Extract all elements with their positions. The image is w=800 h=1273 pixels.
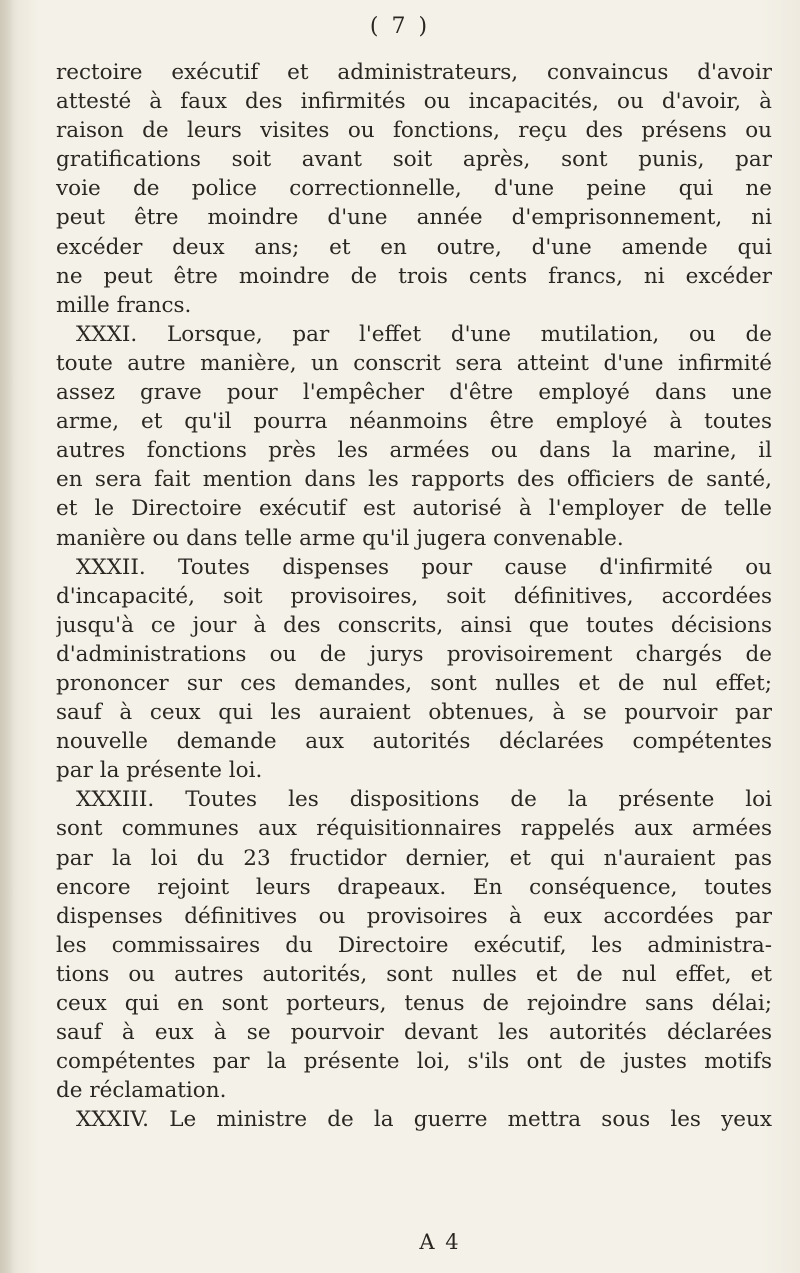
body-text (56, 58, 772, 1134)
text-line: mille francs. (56, 292, 192, 318)
text-line: autres fonctions près les armées ou dans la marine, il (56, 438, 772, 464)
text-line: arme, et qu'il pourra néanmoins être employé à toutes (56, 409, 772, 435)
text-line: attesté à faux des infirmités ou incapacités, ou d'avoir, à (56, 89, 772, 115)
text-line: encore rejoint leurs drapeaux. En conséquence, toutes (56, 874, 772, 900)
text-line: sont communes aux réquisitionnaires rappelés aux armées (56, 816, 772, 842)
page-number-header: ( 7 ) (369, 14, 431, 39)
text-line: XXXII. Toutes dispenses pour cause d'infirmité ou (76, 554, 772, 580)
text-line: par la loi du 23 fructidor dernier, et qui n'auraient pas (56, 845, 772, 871)
text-line: excéder deux ans; et en outre, d'une amende qui (56, 234, 772, 260)
text-line: d'incapacité, soit provisoires, soit définitives, accordées (56, 583, 772, 609)
text-line: en sera fait mention dans les rapports des officiers de santé, (56, 467, 772, 493)
text-line: rectoire exécutif et administrateurs, convaincus d'avoir (56, 60, 772, 85)
text-line: gratifications soit avant soit après, sont punis, par (56, 147, 772, 173)
text-line: prononcer sur ces demandes, sont nulles et de nul effet; (56, 670, 772, 696)
text-line: voie de police correctionnelle, d'une peine qui ne (56, 176, 772, 202)
text-line: XXXIII. Toutes les dispositions de la présente loi (76, 787, 772, 813)
text-line: nouvelle demande aux autorités déclarées compétentes (56, 729, 772, 755)
text-line: ne peut être moindre de trois cents francs, ni excéder (56, 263, 772, 289)
text-line: par la présente loi. (56, 758, 263, 784)
text-line: les commissaires du Directoire exécutif, les administra- (56, 932, 772, 958)
text-line: raison de leurs visites ou fonctions, reçu des présens ou (56, 118, 772, 144)
text-line: d'administrations ou de jurys provisoirement chargés de (56, 641, 772, 667)
text-line: jusqu'à ce jour à des conscrits, ainsi que toutes décisions (56, 612, 772, 638)
text-line: compétentes par la présente loi, s'ils ont de justes motifs (56, 1049, 772, 1075)
text-line: manière ou dans telle arme qu'il jugera convenable. (56, 525, 624, 551)
text-line: XXXI. Lorsque, par l'effet d'une mutilation, ou de (76, 321, 772, 347)
text-line: dispenses définitives ou provisoires à eux accordées par (56, 903, 772, 929)
text-line: ceux qui en sont porteurs, tenus de rejoindre sans délai; (56, 991, 772, 1016)
text-line: XXXIV. Le ministre de la guerre mettra sous les yeux (76, 1107, 772, 1133)
binding-shadow (0, 0, 14, 1273)
text-line: tions ou autres autorités, sont nulles et de nul effet, et (56, 961, 772, 987)
text-line: sauf à eux à se pourvoir devant les autorités déclarées (56, 1020, 772, 1046)
text-line: de réclamation. (56, 1078, 227, 1104)
printer-signature-mark: A 4 (419, 1230, 461, 1254)
text-line: peut être moindre d'une année d'emprisonnement, ni (56, 205, 772, 231)
text-line: assez grave pour l'empêcher d'être employé dans une (56, 380, 772, 406)
text-line: toute autre manière, un conscrit sera atteint d'une infirmité (56, 350, 772, 376)
text-line: sauf à ceux qui les auraient obtenues, à se pourvoir par (56, 700, 772, 726)
text-line: et le Directoire exécutif est autorisé à l'employer de telle (56, 496, 772, 522)
